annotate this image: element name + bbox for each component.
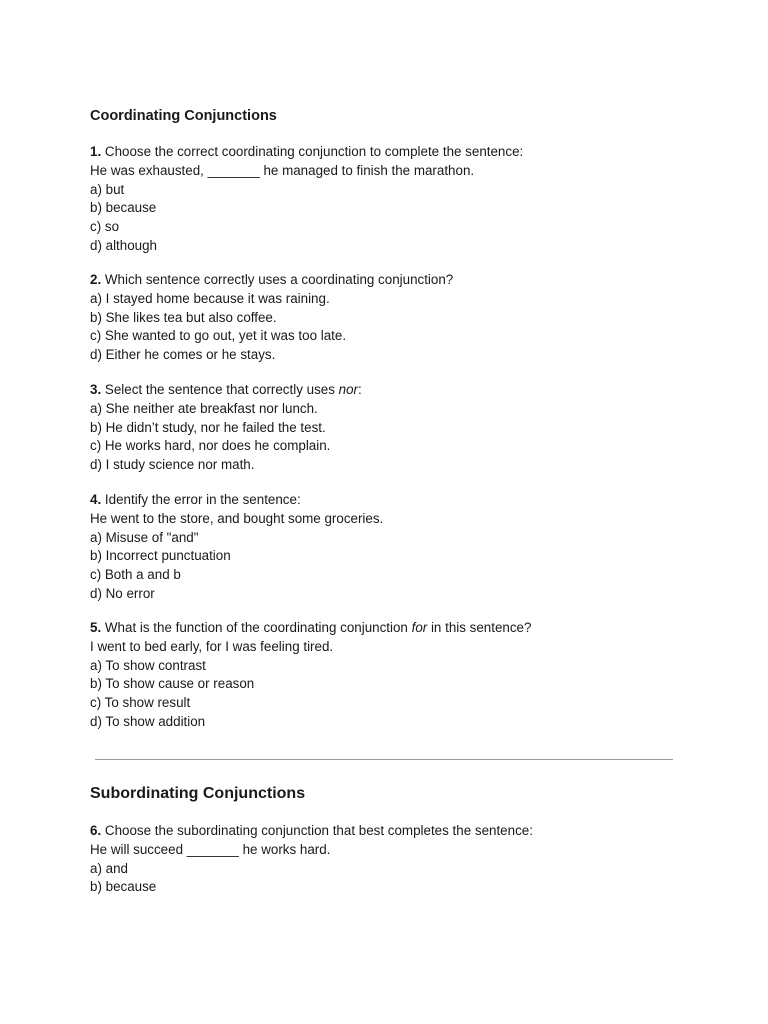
option-d: d) No error xyxy=(90,585,155,601)
prompt-text: Which sentence correctly uses a coordinating conjunction? xyxy=(104,272,454,287)
option-c: c) so xyxy=(90,219,120,235)
option-b: b) To show cause or reason xyxy=(90,676,255,692)
question-number: 5. xyxy=(90,620,102,635)
question-prompt xyxy=(90,271,453,290)
section-divider xyxy=(95,759,673,760)
option-d: d) To show addition xyxy=(90,713,206,729)
question-5 xyxy=(90,619,531,732)
option-b: b) Incorrect punctuation xyxy=(90,548,231,564)
question-prompt xyxy=(90,822,533,841)
option-c: c) Both a and b xyxy=(90,567,181,583)
question-sentence: He went to the store, and bought some groceries. xyxy=(90,510,384,526)
option-b: b) because xyxy=(90,200,157,216)
option-a: a) and xyxy=(90,860,128,876)
question-prompt xyxy=(90,619,531,638)
option-b: b) because xyxy=(90,879,157,895)
question-sentence: He was exhausted, _______ he managed to finish the marathon. xyxy=(90,162,475,178)
prompt-text-end: : xyxy=(357,382,362,397)
option-a: a) but xyxy=(90,181,125,197)
option-a: a) To show contrast xyxy=(90,657,206,673)
question-6 xyxy=(90,822,533,897)
question-sentence: I went to bed early, for I was feeling tired. xyxy=(90,638,334,654)
prompt-text-end: in this sentence? xyxy=(427,620,532,635)
question-1 xyxy=(90,143,523,256)
question-number: 2. xyxy=(90,272,102,287)
question-3 xyxy=(90,381,362,475)
option-c: c) She wanted to go out, yet it was too late. xyxy=(90,328,347,344)
question-number: 3. xyxy=(90,382,102,397)
prompt-text: What is the function of the coordinating conjunction xyxy=(104,620,412,635)
question-number: 4. xyxy=(90,492,102,507)
option-b: b) He didn’t study, nor he failed the test. xyxy=(90,419,326,435)
section-title-subordinating: Subordinating Conjunctions xyxy=(90,785,306,802)
option-c: c) He works hard, nor does he complain. xyxy=(90,438,331,454)
prompt-emphasis: for xyxy=(411,620,428,635)
question-2 xyxy=(90,271,453,365)
option-c: c) To show result xyxy=(90,695,191,711)
question-number: 1. xyxy=(90,144,102,159)
option-b: b) She likes tea but also coffee. xyxy=(90,309,277,325)
section-title-coordinating: Coordinating Conjunctions xyxy=(90,108,277,124)
option-d: d) although xyxy=(90,237,158,253)
prompt-text: Select the sentence that correctly uses xyxy=(104,382,339,397)
option-d: d) I study science nor math. xyxy=(90,457,255,473)
prompt-emphasis: nor xyxy=(338,382,358,397)
question-sentence: He will succeed _______ he works hard. xyxy=(90,841,331,857)
question-number: 6. xyxy=(90,823,102,838)
question-prompt xyxy=(90,143,523,162)
question-prompt xyxy=(90,381,362,400)
question-4 xyxy=(90,491,383,604)
prompt-text: Choose the subordinating conjunction that best completes the sentence: xyxy=(104,823,533,838)
prompt-text: Identify the error in the sentence: xyxy=(104,492,301,507)
option-a: a) I stayed home because it was raining. xyxy=(90,290,330,306)
option-a: a) She neither ate breakfast nor lunch. xyxy=(90,400,318,416)
question-prompt xyxy=(90,491,383,510)
option-d: d) Either he comes or he stays. xyxy=(90,347,276,363)
prompt-text: Choose the correct coordinating conjunction to complete the sentence: xyxy=(104,144,524,159)
option-a: a) Misuse of "and" xyxy=(90,529,199,545)
